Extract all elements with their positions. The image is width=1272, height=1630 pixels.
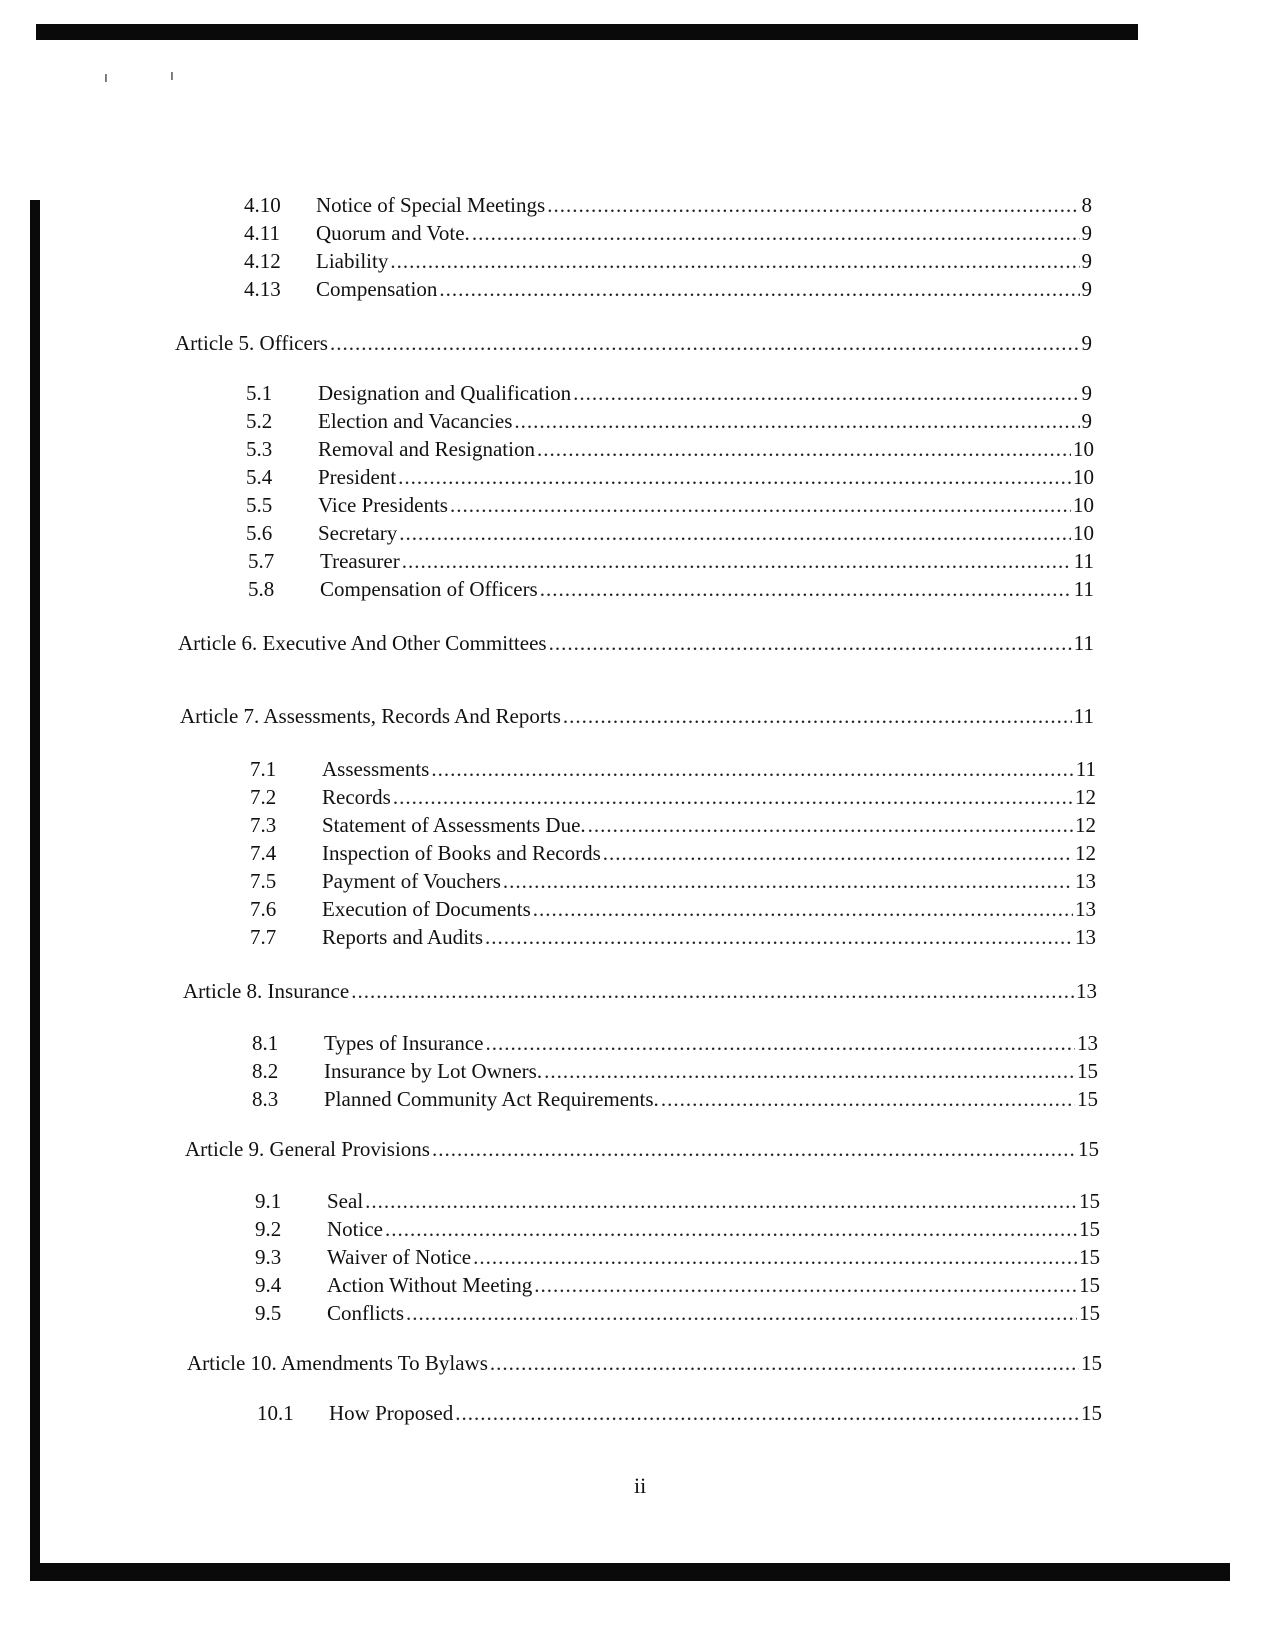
dot-leader: [514, 408, 1079, 434]
dot-leader: [534, 1272, 1077, 1298]
entry-page: 10: [1073, 465, 1094, 489]
entry-number: 10.1: [257, 1401, 294, 1425]
toc-entry: [250, 756, 1096, 782]
entry-page: 9: [1081, 221, 1092, 245]
dot-leader: [573, 380, 1079, 406]
entry-number: 8.2: [252, 1059, 279, 1083]
scan-border-top: [36, 24, 1138, 40]
scan-border-bottom: [30, 1563, 1230, 1581]
entry-number: 4.10: [244, 193, 281, 217]
article-title: Article 5. Officers: [175, 331, 328, 355]
entry-title: Liability: [316, 249, 389, 273]
entry-number: 7.6: [250, 897, 277, 921]
dot-leader: [431, 756, 1073, 782]
toc-entry: [250, 868, 1096, 894]
entry-title: Reports and Audits: [322, 925, 483, 949]
toc-entry: [244, 248, 1092, 274]
dot-leader: [473, 1244, 1077, 1270]
entry-page: 10: [1073, 493, 1094, 517]
entry-number: 7.5: [250, 869, 277, 893]
toc-entry: [255, 1188, 1100, 1214]
entry-title: Compensation: [316, 277, 438, 301]
article-page: 15: [1078, 1137, 1099, 1161]
dot-leader: [472, 220, 1080, 246]
toc-entry: [246, 492, 1094, 518]
toc-entry: [250, 812, 1096, 838]
entry-page: 9: [1081, 277, 1092, 301]
entry-title: Conflicts: [327, 1301, 404, 1325]
entry-page: 12: [1075, 841, 1096, 865]
toc-entry: [248, 548, 1094, 574]
toc-article: [187, 1350, 1102, 1376]
entry-page: 15: [1079, 1217, 1100, 1241]
dot-leader: [398, 464, 1071, 490]
scan-border-left: [30, 200, 40, 1581]
article-page: 11: [1073, 704, 1094, 728]
dot-leader: [365, 1188, 1077, 1214]
entry-title: Notice of Special Meetings: [316, 193, 546, 217]
toc-entry: [246, 380, 1092, 406]
entry-title: Quorum and Vote.: [316, 221, 470, 245]
dot-leader: [661, 1086, 1075, 1112]
entry-number: 7.4: [250, 841, 277, 865]
entry-number: 5.1: [246, 381, 273, 405]
toc-entry: [252, 1058, 1098, 1084]
entry-number: 7.7: [250, 925, 277, 949]
entry-title: Inspection of Books and Records: [322, 841, 601, 865]
toc-entry: [244, 276, 1092, 302]
toc-entry: [250, 924, 1096, 950]
entry-number: 9.4: [255, 1273, 282, 1297]
entry-number: 4.11: [244, 221, 280, 245]
article-page: 9: [1081, 331, 1092, 355]
entry-page: 13: [1075, 897, 1096, 921]
toc-entry: [252, 1086, 1098, 1112]
entry-page: 15: [1079, 1273, 1100, 1297]
toc-article: [185, 1136, 1099, 1162]
entry-title: Designation and Qualification: [318, 381, 572, 405]
toc-entry: [246, 436, 1094, 462]
entry-page: 15: [1077, 1087, 1098, 1111]
toc-entry: [246, 408, 1092, 434]
toc-article: [178, 630, 1094, 656]
entry-title: President: [318, 465, 397, 489]
entry-number: 9.2: [255, 1217, 282, 1241]
entry-number: 9.5: [255, 1301, 282, 1325]
entry-page: 15: [1079, 1301, 1100, 1325]
entry-title: Statement of Assessments Due.: [322, 813, 586, 837]
entry-page: 13: [1075, 925, 1096, 949]
dot-leader: [503, 868, 1073, 894]
dot-leader: [485, 924, 1073, 950]
entry-title: Execution of Documents: [322, 897, 531, 921]
entry-number: 4.12: [244, 249, 281, 273]
article-title: Article 8. Insurance: [183, 979, 350, 1003]
entry-page: 10: [1073, 521, 1094, 545]
entry-page: 9: [1081, 409, 1092, 433]
entry-title: Seal: [327, 1189, 364, 1213]
entry-title: Assessments: [322, 757, 430, 781]
entry-title: Vice Presidents: [318, 493, 448, 517]
dot-leader: [450, 492, 1071, 518]
article-title: Article 10. Amendments To Bylaws: [187, 1351, 488, 1375]
toc-entry: [244, 220, 1092, 246]
entry-page: 11: [1075, 757, 1096, 781]
entry-number: 5.7: [248, 549, 275, 573]
entry-number: 8.3: [252, 1087, 279, 1111]
dot-leader: [351, 978, 1074, 1004]
entry-title: Records: [322, 785, 391, 809]
dot-leader: [406, 1300, 1077, 1326]
toc-entry: [246, 464, 1094, 490]
entry-number: 5.3: [246, 437, 273, 461]
dot-leader: [490, 1350, 1079, 1376]
dot-leader: [399, 520, 1071, 546]
entry-page: 15: [1079, 1189, 1100, 1213]
entry-title: Secretary: [318, 521, 398, 545]
dot-leader: [330, 330, 1080, 356]
entry-title: Insurance by Lot Owners.: [324, 1059, 543, 1083]
entry-title: Removal and Resignation: [318, 437, 535, 461]
dot-leader: [533, 896, 1073, 922]
entry-title: Waiver of Notice: [327, 1245, 472, 1269]
article-page: 11: [1073, 631, 1094, 655]
toc-entry: [252, 1030, 1098, 1056]
dot-leader: [390, 248, 1079, 274]
entry-page: 11: [1073, 577, 1094, 601]
entry-page: 9: [1081, 381, 1092, 405]
entry-page: 13: [1075, 869, 1096, 893]
dot-leader: [603, 840, 1073, 866]
entry-title: Planned Community Act Requirements.: [324, 1087, 659, 1111]
toc-article: [180, 703, 1094, 729]
entry-number: 9.1: [255, 1189, 282, 1213]
entry-title: Election and Vacancies: [318, 409, 513, 433]
dot-leader: [439, 276, 1079, 302]
dot-leader: [547, 192, 1079, 218]
dot-leader: [432, 1136, 1076, 1162]
toc-entry: [246, 520, 1094, 546]
dot-leader: [588, 812, 1073, 838]
entry-title: How Proposed: [329, 1401, 454, 1425]
entry-number: 5.4: [246, 465, 273, 489]
dot-leader: [393, 784, 1073, 810]
toc-entry: [255, 1300, 1100, 1326]
entry-page: 15: [1081, 1401, 1102, 1425]
entry-page: 9: [1081, 249, 1092, 273]
entry-page: 11: [1073, 549, 1094, 573]
toc-entry: [257, 1400, 1102, 1426]
entry-page: 13: [1077, 1031, 1098, 1055]
entry-number: 7.1: [250, 757, 277, 781]
entry-page: 10: [1073, 437, 1094, 461]
dot-leader: [544, 1058, 1075, 1084]
entry-page: 15: [1077, 1059, 1098, 1083]
toc-entry: [250, 840, 1096, 866]
dot-leader: [549, 630, 1072, 656]
toc-entry: [248, 576, 1094, 602]
toc-article: [183, 978, 1097, 1004]
dot-leader: [485, 1030, 1075, 1056]
dot-leader: [537, 436, 1071, 462]
entry-page: 12: [1075, 785, 1096, 809]
entry-number: 5.8: [248, 577, 275, 601]
toc-article: [175, 330, 1092, 356]
toc-entry: [244, 192, 1092, 218]
scan-speck: ı: [104, 70, 108, 86]
dot-leader: [563, 703, 1072, 729]
entry-title: Treasurer: [320, 549, 400, 573]
entry-title: Compensation of Officers: [320, 577, 538, 601]
entry-title: Notice: [327, 1217, 383, 1241]
article-title: Article 7. Assessments, Records And Reports: [180, 704, 561, 728]
entry-page: 12: [1075, 813, 1096, 837]
entry-page: 8: [1081, 193, 1092, 217]
dot-leader: [385, 1216, 1077, 1242]
dot-leader: [402, 548, 1072, 574]
entry-number: 7.3: [250, 813, 277, 837]
page-number: ii: [634, 1473, 647, 1498]
article-title: Article 6. Executive And Other Committees: [178, 631, 547, 655]
entry-title: Payment of Vouchers: [322, 869, 501, 893]
toc-entry: [255, 1216, 1100, 1242]
entry-page: 15: [1079, 1245, 1100, 1269]
entry-number: 7.2: [250, 785, 277, 809]
entry-number: 9.3: [255, 1245, 282, 1269]
article-title: Article 9. General Provisions: [185, 1137, 430, 1161]
scan-speck: ı: [170, 68, 174, 84]
entry-number: 4.13: [244, 277, 281, 301]
toc-entry: [255, 1244, 1100, 1270]
dot-leader: [540, 576, 1072, 602]
dot-leader: [455, 1400, 1079, 1426]
entry-title: Action Without Meeting: [327, 1273, 533, 1297]
entry-title: Types of Insurance: [324, 1031, 484, 1055]
entry-number: 5.2: [246, 409, 273, 433]
toc-entry: [250, 896, 1096, 922]
toc-entry: [255, 1272, 1100, 1298]
entry-number: 5.5: [246, 493, 273, 517]
entry-number: 5.6: [246, 521, 273, 545]
toc-entry: [250, 784, 1096, 810]
entry-number: 8.1: [252, 1031, 279, 1055]
article-page: 13: [1076, 979, 1097, 1003]
article-page: 15: [1081, 1351, 1102, 1375]
